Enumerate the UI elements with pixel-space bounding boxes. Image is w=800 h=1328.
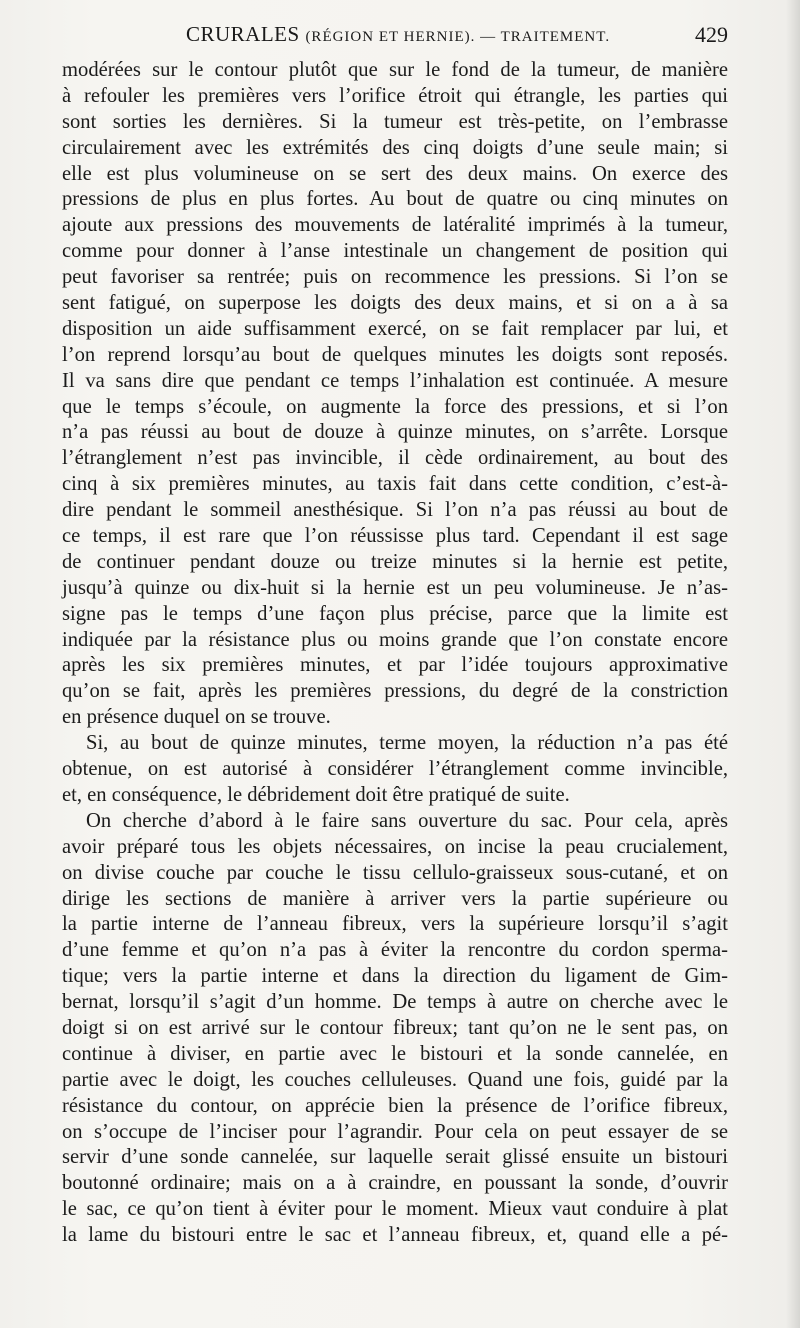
text-line: peut favoriser sa rentrée; puis on recommence les pressions. Si l’on se bbox=[62, 266, 728, 289]
running-head bbox=[186, 22, 610, 47]
text-line: on s’occupe de l’inciser pour l’agrandir. Pour cela on peut essayer de se bbox=[62, 1120, 728, 1143]
text-line: qu’on se fait, après les premières pressions, du degré de la constriction bbox=[62, 680, 728, 703]
text-line: comme pour donner à l’anse intestinale un changement de position qui bbox=[62, 240, 728, 263]
text-line: avoir préparé tous les objets nécessaires, on incise la peau crucialement, bbox=[62, 835, 728, 858]
text-line: bernat, lorsqu’il s’agit d’un homme. De temps à autre on cherche avec le bbox=[62, 991, 728, 1014]
running-head-subtitle: (RÉGION ET HERNIE). — TRAITEMENT. bbox=[305, 29, 611, 45]
text-line: doigt si on est arrivé sur le contour fibreux; tant qu’on ne le sent pas, on bbox=[62, 1016, 728, 1039]
text-line: circulairement avec les extrémités des cinq doigts d’une seule main; si bbox=[62, 136, 728, 159]
page-number: 429 bbox=[695, 22, 728, 47]
text-line: On cherche d’abord à le faire sans ouverture du sac. Pour cela, après bbox=[86, 809, 728, 832]
text-line: servir d’une sonde cannelée, sur laquelle serait glissé ensuite un bistouri bbox=[62, 1146, 728, 1169]
text-line: Si, au bout de quinze minutes, terme moyen, la réduction n’a pas été bbox=[86, 732, 728, 755]
text-line: et, en conséquence, le débridement doit être pratiqué de suite. bbox=[62, 783, 570, 806]
text-line: que le temps s’écoule, on augmente la force des pressions, et si l’on bbox=[62, 395, 728, 418]
page-edge-shadow bbox=[786, 0, 800, 1328]
text-line: le sac, ce qu’on tient à éviter pour le moment. Mieux vaut conduire à plat bbox=[62, 1198, 728, 1221]
text-line: tique; vers la partie interne et dans la direction du ligament de Gim- bbox=[62, 965, 728, 988]
text-line: la partie interne de l’anneau fibreux, vers la supérieure lorsqu’il s’agit bbox=[62, 913, 728, 936]
body-text bbox=[62, 58, 728, 1249]
text-line: dire pendant le sommeil anesthésique. Si l’on n’a pas réussi au bout de bbox=[62, 499, 728, 522]
text-line: obtenue, on est autorisé à considérer l’étranglement comme invincible, bbox=[62, 758, 728, 781]
text-line: en présence duquel on se trouve. bbox=[62, 706, 331, 729]
text-line: jusqu’à quinze ou dix-huit si la hernie est un peu volumineuse. Je n’as- bbox=[62, 576, 728, 599]
text-line: sont sorties les dernières. Si la tumeur est très-petite, on l’embrasse bbox=[62, 110, 728, 133]
running-head-title: CRURALES bbox=[186, 22, 300, 46]
text-line: indiquée par la résistance plus ou moins grande que l’on constate encore bbox=[62, 628, 728, 651]
text-line: la lame du bistouri entre le sac et l’anneau fibreux, et, quand elle a pé- bbox=[62, 1224, 728, 1247]
text-line: l’étranglement n’est pas invincible, il cède ordinairement, au bout des bbox=[62, 447, 728, 470]
text-line: à refouler les premières vers l’orifice étroit qui étrangle, les parties qui bbox=[62, 84, 728, 107]
text-line: dirige les sections de manière à arriver vers la partie supérieure ou bbox=[62, 887, 728, 910]
text-line: continue à diviser, en partie avec le bistouri et la sonde cannelée, en bbox=[62, 1042, 728, 1065]
text-line: elle est plus volumineuse on se sert des deux mains. On exerce des bbox=[62, 162, 728, 185]
text-line: ce temps, il est rare que l’on réussisse plus tard. Cependant il est sage bbox=[62, 525, 728, 548]
text-line: l’on reprend lorsqu’au bout de quelques minutes les doigts sont reposés. bbox=[62, 343, 728, 366]
text-line: signe pas le temps d’une façon plus précise, parce que la limite est bbox=[62, 602, 728, 625]
text-line: modérées sur le contour plutôt que sur le fond de la tumeur, de manière bbox=[62, 59, 728, 81]
text-line: résistance du contour, on apprécie bien la présence de l’orifice fibreux, bbox=[62, 1094, 728, 1117]
text-line: boutonné ordinaire; mais on a à craindre, en poussant la sonde, d’ouvrir bbox=[62, 1172, 728, 1195]
text-line: n’a pas réussi au bout de douze à quinze minutes, on s’arrête. Lorsque bbox=[62, 421, 728, 444]
text-line: ajoute aux pressions des mouvements de latéralité imprimés à la tumeur, bbox=[62, 214, 728, 237]
text-line: après les six premières minutes, et par l’idée toujours approximative bbox=[62, 654, 728, 677]
text-line: sent fatigué, on superpose les doigts des deux mains, et si on a à sa bbox=[62, 292, 728, 315]
text-line: disposition un aide suffisamment exercé, on se fait remplacer par lui, et bbox=[62, 317, 728, 340]
text-line: d’une femme et qu’on n’a pas à éviter la rencontre du cordon sperma- bbox=[62, 939, 728, 962]
text-line: cinq à six premières minutes, au taxis fait dans cette condition, c’est-à- bbox=[62, 473, 728, 496]
page-header bbox=[62, 22, 728, 52]
text-line: on divise couche par couche le tissu cellulo-graisseux sous-cutané, et on bbox=[62, 861, 728, 884]
text-line: Il va sans dire que pendant ce temps l’inhalation est continuée. A mesure bbox=[62, 369, 728, 392]
text-line: de continuer pendant douze ou treize minutes si la hernie est petite, bbox=[62, 550, 728, 573]
text-line: partie avec le doigt, les couches celluleuses. Quand une fois, guidé par la bbox=[62, 1068, 728, 1091]
text-line: pressions de plus en plus fortes. Au bout de quatre ou cinq minutes on bbox=[62, 188, 728, 211]
